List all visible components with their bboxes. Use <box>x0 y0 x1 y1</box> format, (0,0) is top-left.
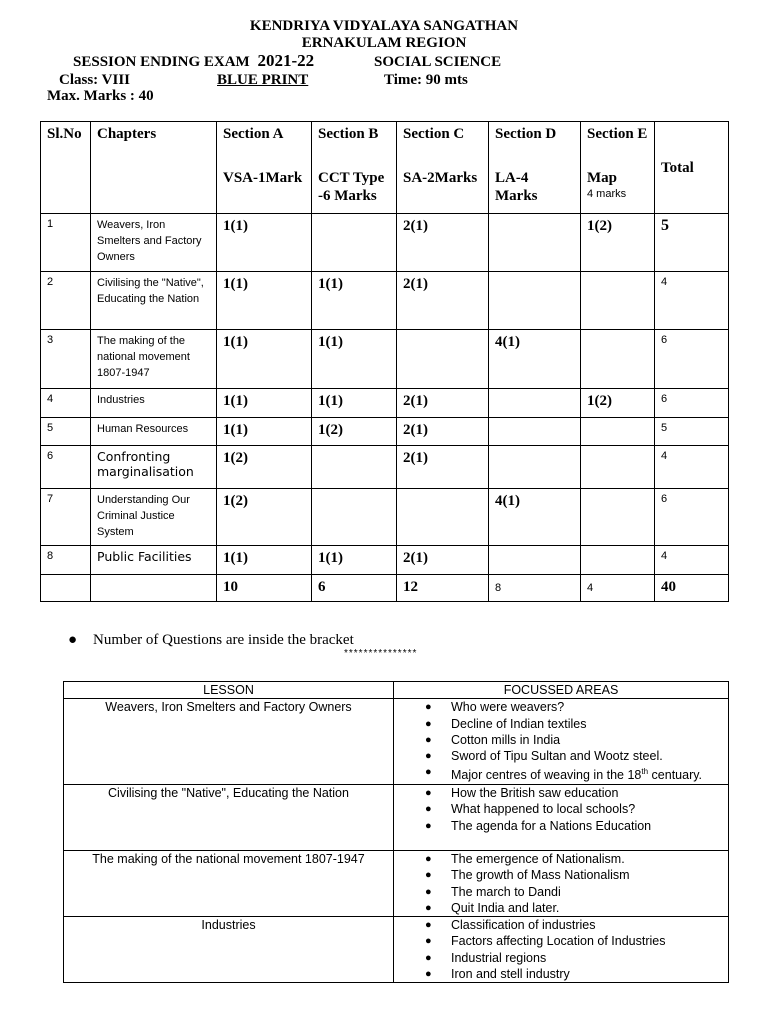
sub-map-marks: 4 marks <box>587 187 627 200</box>
table-row <box>41 546 729 575</box>
bullet-icon: ● <box>425 766 432 779</box>
bullet-icon: ● <box>425 750 432 763</box>
list-item <box>425 851 724 867</box>
totals-section-a: 10 <box>217 575 312 602</box>
focus-row <box>64 699 729 785</box>
max-marks-label: Max. Marks : 40 <box>47 88 154 104</box>
focus-area-text: Classification of industries <box>451 918 596 933</box>
row-section-e: 1(2) <box>581 389 655 418</box>
focus-header-row <box>64 682 729 699</box>
row-section-d <box>489 389 581 418</box>
focus-area-text: The growth of Mass Nationalism <box>451 868 630 883</box>
row-section-a: 1(1) <box>217 418 312 446</box>
focus-area-list <box>398 851 724 916</box>
row-section-d <box>489 546 581 575</box>
bullet-icon: ● <box>425 852 432 865</box>
table-row <box>41 446 729 489</box>
bullet-icon: ● <box>425 786 432 799</box>
row-total: 5 <box>655 418 729 446</box>
row-section-b: 1(1) <box>312 546 397 575</box>
row-section-c: 2(1) <box>397 546 489 575</box>
focus-area-text: How the British saw education <box>451 785 619 800</box>
col-section-b: Section B <box>312 122 397 166</box>
focus-area-text: The march to Dandi <box>451 884 561 899</box>
totals-section-b: 6 <box>312 575 397 602</box>
list-item <box>425 818 724 834</box>
row-section-c: 2(1) <box>397 214 489 272</box>
region-title: ERNAKULAM REGION <box>301 35 467 51</box>
exam-year: 2021-22 <box>257 51 315 70</box>
row-total: 4 <box>655 546 729 575</box>
subject-label: SOCIAL SCIENCE <box>374 54 502 70</box>
totals-row <box>41 575 729 602</box>
row-section-b: 1(2) <box>312 418 397 446</box>
row-sl: 4 <box>41 389 91 418</box>
focus-col-areas: FOCUSSED AREAS <box>394 682 729 699</box>
totals-grand: 40 <box>655 575 729 602</box>
bracket-note-text: Number of Questions are inside the bracket <box>93 632 354 648</box>
row-chapter: Civilising the "Native", Educating the Nation <box>91 272 217 330</box>
row-sl: 5 <box>41 418 91 446</box>
focus-lesson: Civilising the "Native", Educating the Nation <box>64 784 394 850</box>
focus-areas <box>394 850 729 916</box>
row-section-d <box>489 272 581 330</box>
row-section-c <box>397 330 489 389</box>
row-section-c: 2(1) <box>397 389 489 418</box>
bullet-icon: ● <box>425 919 432 932</box>
focus-areas <box>394 699 729 785</box>
row-section-b: 1(1) <box>312 272 397 330</box>
row-section-d: 4(1) <box>489 330 581 389</box>
row-chapter: The making of the national movement 1807-1947 <box>91 330 217 389</box>
superscript-th: th <box>641 767 649 777</box>
col-total: Total <box>655 122 729 214</box>
blueprint-table <box>40 121 729 602</box>
focus-area-text: Quit India and later. <box>451 900 560 915</box>
row-section-e <box>581 330 655 389</box>
bullet-icon: ● <box>425 869 432 882</box>
row-total: 6 <box>655 330 729 389</box>
sub-map <box>581 166 655 214</box>
row-section-e <box>581 272 655 330</box>
row-chapter: Industries <box>91 389 217 418</box>
focus-row <box>64 917 729 983</box>
table-row <box>41 418 729 446</box>
col-chapters: Chapters <box>91 122 217 214</box>
row-section-d <box>489 446 581 489</box>
row-section-c: 2(1) <box>397 418 489 446</box>
focus-area-text: Who were weavers? <box>451 700 565 715</box>
row-section-b <box>312 489 397 546</box>
row-section-b: 1(1) <box>312 330 397 389</box>
row-section-c: 2(1) <box>397 272 489 330</box>
row-total: 4 <box>655 272 729 330</box>
doc-type-label: BLUE PRINT <box>217 72 309 88</box>
exam-label <box>73 52 314 71</box>
bullet-icon: ● <box>425 951 432 964</box>
table-row <box>41 272 729 330</box>
exam-name: SESSION ENDING EXAM <box>73 54 250 70</box>
bullet-icon: ● <box>425 968 432 981</box>
bullet-icon: ● <box>425 803 432 816</box>
row-total: 4 <box>655 446 729 489</box>
bracket-note <box>68 632 354 649</box>
list-item <box>425 732 724 748</box>
list-item <box>425 900 724 916</box>
list-item <box>425 764 724 783</box>
focus-lesson: The making of the national movement 1807-1947 <box>64 850 394 916</box>
row-section-d <box>489 214 581 272</box>
row-section-b <box>312 446 397 489</box>
sub-sa: SA-2Marks <box>397 166 489 214</box>
row-section-d: 4(1) <box>489 489 581 546</box>
list-item <box>425 748 724 764</box>
row-chapter: Human Resources <box>91 418 217 446</box>
divider-stars: *************** <box>344 648 418 659</box>
bullet-icon: ● <box>425 901 432 914</box>
focus-area-text: The emergence of Nationalism. <box>451 851 625 866</box>
row-section-b <box>312 214 397 272</box>
row-sl: 2 <box>41 272 91 330</box>
col-section-a: Section A <box>217 122 312 166</box>
list-item <box>425 950 724 966</box>
focus-areas <box>394 784 729 850</box>
list-item <box>425 801 724 817</box>
row-section-e <box>581 489 655 546</box>
focus-area-text: Major centres of weaving in the 18 <box>451 768 642 783</box>
row-sl: 1 <box>41 214 91 272</box>
bullet-icon: ● <box>425 701 432 714</box>
totals-section-e: 4 <box>581 575 655 602</box>
totals-section-d: 8 <box>489 575 581 602</box>
totals-section-c: 12 <box>397 575 489 602</box>
row-section-e <box>581 418 655 446</box>
row-section-c <box>397 489 489 546</box>
sub-map-label: Map <box>587 169 617 186</box>
totals-chapter <box>91 575 217 602</box>
focus-area-text: Factors affecting Location of Industries <box>451 934 666 949</box>
list-item <box>425 716 724 732</box>
row-section-d <box>489 418 581 446</box>
focus-lesson: Industries <box>64 917 394 983</box>
sub-la: LA-4 Marks <box>489 166 581 214</box>
list-item <box>425 966 724 982</box>
focus-areas <box>394 917 729 983</box>
table-row <box>41 330 729 389</box>
totals-sl <box>41 575 91 602</box>
bullet-icon: ● <box>425 733 432 746</box>
bullet-icon: ● <box>425 819 432 832</box>
row-chapter: Confronting marginalisation <box>91 446 217 489</box>
focus-area-list <box>398 785 724 834</box>
list-item <box>425 867 724 883</box>
row-section-a: 1(2) <box>217 446 312 489</box>
row-chapter: Weavers, Iron Smelters and Factory Owners <box>91 214 217 272</box>
col-slno: Sl.No <box>41 122 91 214</box>
focus-area-list <box>398 917 724 982</box>
row-total: 5 <box>655 214 729 272</box>
org-title: KENDRIYA VIDYALAYA SANGATHAN <box>249 18 519 34</box>
sub-cct: CCT Type -6 Marks <box>312 166 397 214</box>
focus-col-lesson: LESSON <box>64 682 394 699</box>
focus-area-text: The agenda for a Nations Education <box>451 818 652 833</box>
focus-area-text: Industrial regions <box>451 950 547 965</box>
row-section-e: 1(2) <box>581 214 655 272</box>
col-section-e: Section E <box>581 122 655 166</box>
col-section-d: Section D <box>489 122 581 166</box>
row-sl: 8 <box>41 546 91 575</box>
row-chapter: Understanding Our Criminal Justice System <box>91 489 217 546</box>
list-item <box>425 785 724 801</box>
focus-row <box>64 784 729 850</box>
row-sl: 7 <box>41 489 91 546</box>
row-section-a: 1(1) <box>217 330 312 389</box>
row-section-a: 1(1) <box>217 546 312 575</box>
table-row <box>41 389 729 418</box>
row-sl: 6 <box>41 446 91 489</box>
list-item <box>425 884 724 900</box>
class-label: Class: VIII <box>59 72 130 88</box>
focus-area-text: Decline of Indian textiles <box>451 716 587 731</box>
bullet-icon: ● <box>425 935 432 948</box>
row-total: 6 <box>655 389 729 418</box>
list-item <box>425 933 724 949</box>
bullet-icon: ● <box>425 717 432 730</box>
focus-area-list <box>398 699 724 784</box>
row-total: 6 <box>655 489 729 546</box>
time-label: Time: 90 mts <box>384 72 468 88</box>
row-sl: 3 <box>41 330 91 389</box>
row-section-b: 1(1) <box>312 389 397 418</box>
row-section-e <box>581 546 655 575</box>
row-section-c: 2(1) <box>397 446 489 489</box>
focus-row <box>64 850 729 916</box>
table-row <box>41 214 729 272</box>
focus-area-text: centuary. <box>648 768 703 783</box>
list-item <box>425 699 724 715</box>
header-row <box>41 122 729 166</box>
sub-vsa: VSA-1Mark <box>217 166 312 214</box>
bullet-icon: ● <box>425 885 432 898</box>
focus-area-text: Sword of Tipu Sultan and Wootz steel. <box>451 749 663 764</box>
row-section-e <box>581 446 655 489</box>
row-section-a: 1(1) <box>217 272 312 330</box>
table-row <box>41 489 729 546</box>
row-section-a: 1(1) <box>217 389 312 418</box>
row-section-a: 1(2) <box>217 489 312 546</box>
list-item <box>425 917 724 933</box>
col-section-c: Section C <box>397 122 489 166</box>
focus-lesson: Weavers, Iron Smelters and Factory Owners <box>64 699 394 785</box>
focus-area-text: Iron and stell industry <box>451 967 570 982</box>
focus-table <box>63 681 729 983</box>
row-section-a: 1(1) <box>217 214 312 272</box>
focus-area-text: What happened to local schools? <box>451 802 636 817</box>
bullet-icon: ● <box>68 632 78 648</box>
row-chapter: Public Facilities <box>91 546 217 575</box>
focus-area-text: Cotton mills in India <box>451 732 561 747</box>
